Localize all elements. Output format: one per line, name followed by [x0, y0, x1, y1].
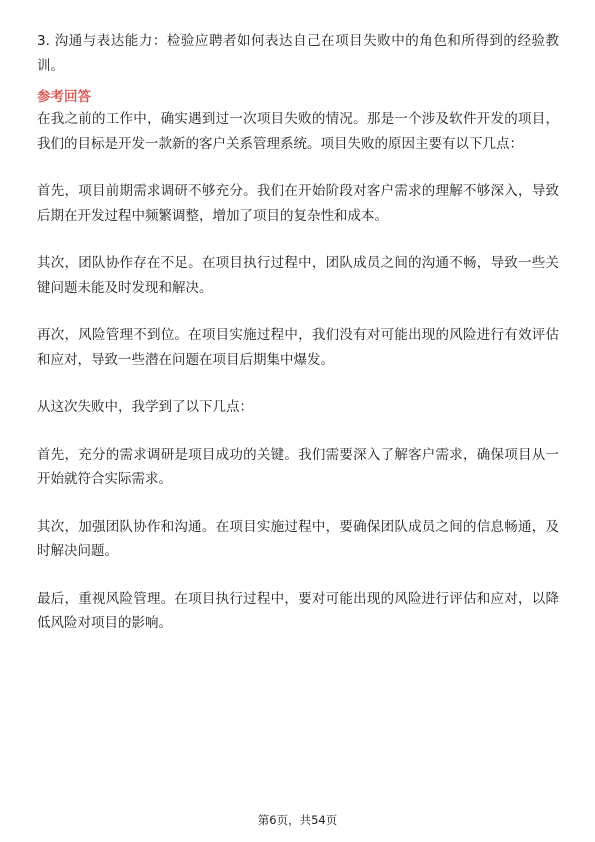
- answer-label: 参考回答: [37, 89, 91, 105]
- paragraph-lesson-2: 其次，加强团队协作和沟通。在项目实施过程中，要确保团队成员之间的信息畅通，及时解决问题。: [37, 518, 559, 559]
- paragraph-intro: 在我之前的工作中，确实遇到过一次项目失败的情况。那是一个涉及软件开发的项目，我们的目标是开发一款新的客户关系管理系统。项目失败的原因主要有以下几点：: [37, 111, 559, 152]
- paragraph-lesson-1: 首先，充分的需求调研是项目成功的关键。我们需要深入了解客户需求，确保项目从一开始就符合实际需求。: [37, 446, 559, 487]
- question-text: 3. 沟通与表达能力：检验应聘者如何表达自己在项目失败中的角色和所得到的经验教训。: [37, 33, 559, 74]
- page-number-footer: 第6页，共54页: [257, 813, 338, 827]
- page-content: [37, 29, 559, 636]
- paragraph-reason-3: 再次，风险管理不到位。在项目实施过程中，我们没有对可能出现的风险进行有效评估和应对，导致一些潜在问题在项目后期集中爆发。: [37, 327, 559, 368]
- paragraph-lesson-3: 最后，重视风险管理。在项目执行过程中，要对可能出现的风险进行评估和应对，以降低风险对项目的影响。: [37, 590, 559, 631]
- paragraph-lessons-intro: 从这次失败中，我学到了以下几点：: [37, 399, 253, 415]
- paragraph-reason-1: 首先，项目前期需求调研不够充分。我们在开始阶段对客户需求的理解不够深入，导致后期在开发过程中频繁调整，增加了项目的复杂性和成本。: [37, 183, 559, 224]
- paragraph-reason-2: 其次，团队协作存在不足。在项目执行过程中，团队成员之间的沟通不畅，导致一些关键问题未能及时发现和解决。: [37, 255, 559, 296]
